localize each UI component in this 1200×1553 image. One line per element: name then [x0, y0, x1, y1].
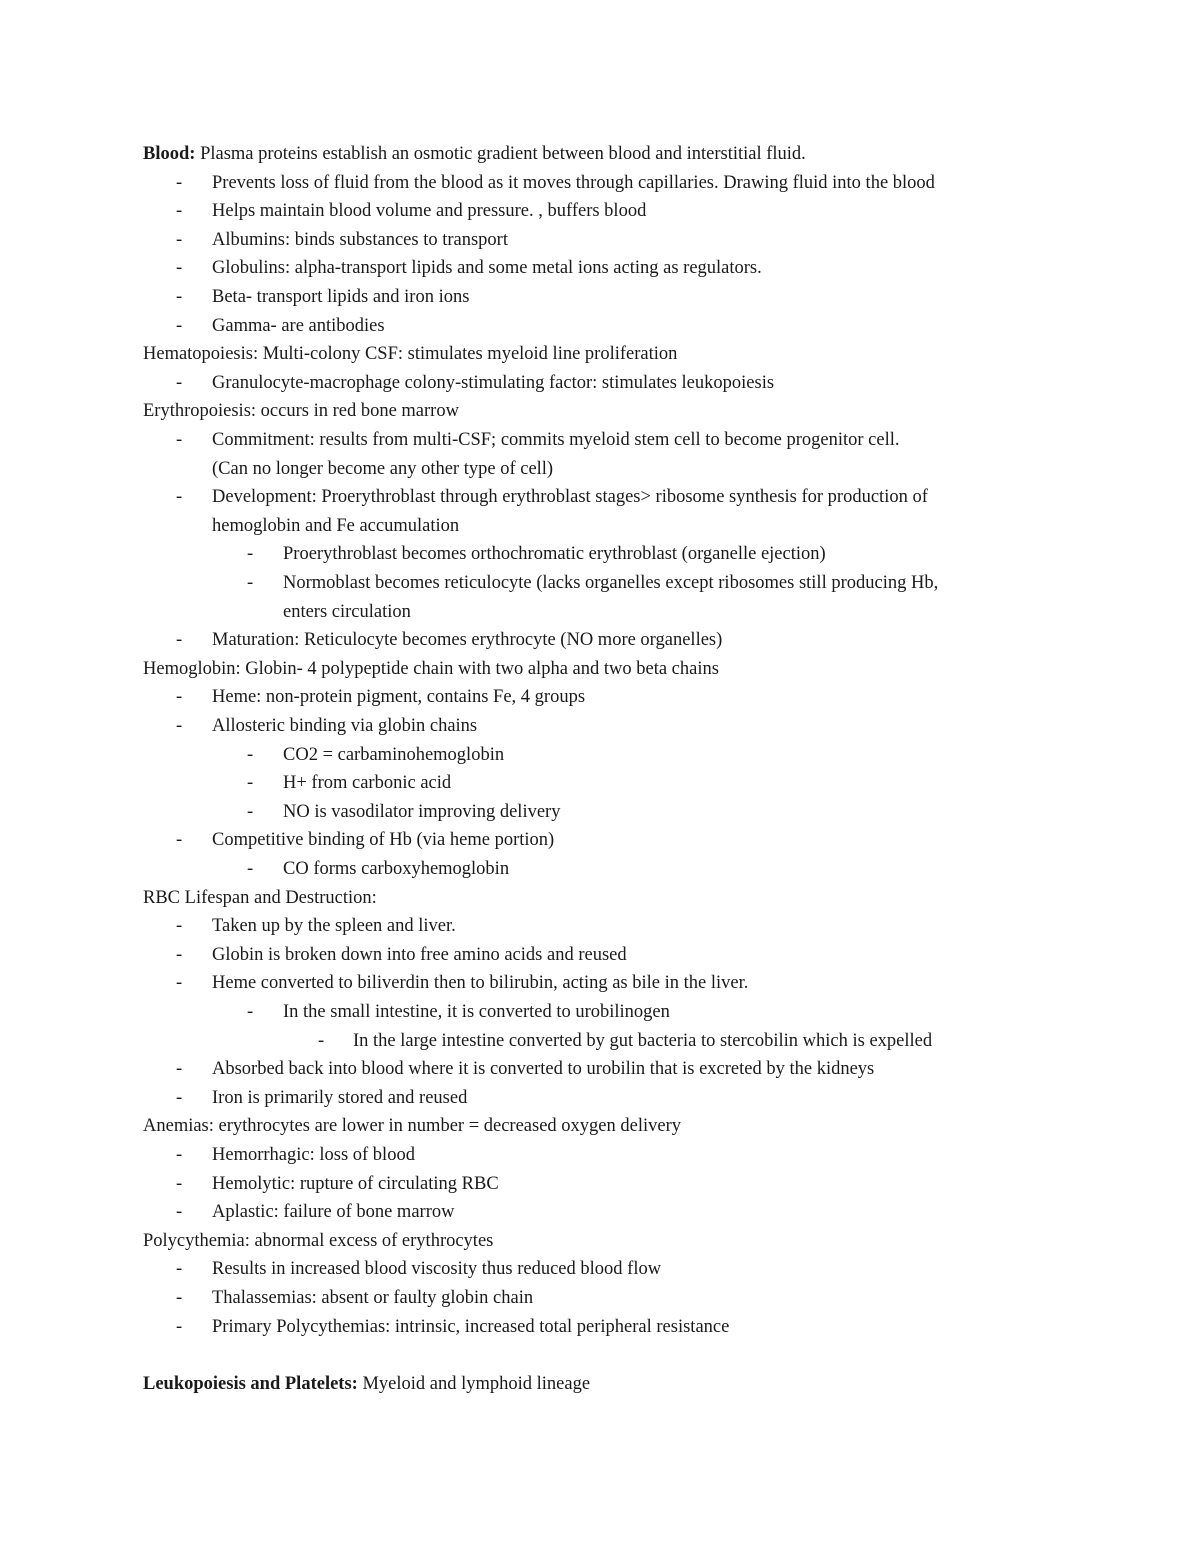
line-body: hemoglobin and Fe accumulation — [212, 515, 460, 536]
line-text — [283, 540, 826, 568]
line-body: NO is vasodilator improving delivery — [283, 801, 561, 822]
line-text — [212, 912, 456, 940]
bullet-dash: - — [176, 973, 183, 994]
line-text — [283, 998, 670, 1026]
line-body: Competitive binding of Hb (via heme portion) — [212, 830, 555, 851]
bullet-dash: - — [247, 773, 254, 794]
line-text — [212, 826, 554, 854]
line-text — [212, 254, 762, 282]
line-body: CO forms carboxyhemoglobin — [283, 859, 510, 879]
bullet-dash: - — [247, 544, 254, 565]
bullet-dash: - — [176, 916, 183, 937]
line-text — [212, 941, 627, 969]
line-text — [353, 1027, 932, 1055]
line-text — [212, 197, 646, 225]
bullet-dash: - — [176, 630, 183, 651]
line-text — [283, 855, 509, 883]
bullet-dash: - — [247, 744, 254, 765]
line-body: Heme: non-protein pigment, contains Fe, 4 groups — [212, 687, 586, 708]
line-body: Globin is broken down into free amino acids and reused — [212, 944, 627, 965]
line-text — [283, 569, 938, 597]
bullet-dash: - — [176, 687, 183, 708]
line-text — [212, 1198, 454, 1226]
line-text — [143, 655, 719, 683]
line-text — [212, 1055, 874, 1083]
bullet-dash: - — [176, 229, 183, 250]
line-body: H+ from carbonic acid — [283, 773, 452, 794]
line-body: Hemoglobin: Globin- 4 polypeptide chain with two alpha and two beta chains — [143, 658, 719, 679]
line-body: Taken up by the spleen and liver. — [212, 916, 456, 937]
line-text — [143, 397, 459, 425]
bullet-dash: - — [176, 1087, 183, 1108]
line-body: Development: Proerythroblast through erythroblast stages> ribosome synthesis for production of — [212, 487, 928, 508]
bullet-dash: - — [176, 1288, 183, 1308]
bullet-dash: - — [247, 859, 254, 879]
line-text — [143, 1370, 590, 1398]
line-body: Absorbed back into blood where it is converted to urobilin that is excreted by the kidneys — [212, 1059, 875, 1080]
line-text — [212, 426, 900, 454]
line-text — [143, 140, 806, 168]
line-body: CO2 = carbaminohemoglobin — [283, 744, 505, 765]
bullet-dash: - — [176, 1145, 183, 1165]
line-body: Hematopoiesis: Multi-colony CSF: stimulates myeloid line proliferation — [143, 344, 678, 365]
line-text — [212, 1084, 467, 1112]
line-body: Maturation: Reticulocyte becomes erythrocyte (NO more organelles) — [212, 630, 723, 651]
bullet-dash: - — [176, 287, 183, 307]
line-body: Plasma proteins establish an osmotic gradient between blood and interstitial fluid. — [195, 144, 806, 164]
line-body: Allosteric binding via globin chains — [212, 716, 478, 736]
line-body: Anemias: erythrocytes are lower in number = decreased oxygen delivery — [143, 1116, 681, 1137]
line-body: Granulocyte-macrophage colony-stimulating factor: stimulates leukopoiesis — [212, 372, 775, 393]
line-body: Prevents loss of fluid from the blood as it moves through capillaries. Drawing fluid into the blood — [212, 172, 935, 193]
line-text — [143, 884, 377, 912]
line-body: Iron is primarily stored and reused — [212, 1087, 468, 1108]
bullet-dash: - — [176, 1173, 183, 1194]
line-body: Albumins: binds substances to transport — [212, 229, 508, 250]
bullet-dash: - — [176, 1259, 183, 1280]
line-body: Normoblast becomes reticulocyte (lacks organelles except ribosomes still producing Hb, — [283, 573, 939, 593]
line-text — [212, 1284, 533, 1312]
bullet-dash: - — [176, 315, 183, 336]
bullet-dash: - — [176, 258, 183, 279]
line-body: Primary Polycythemias: intrinsic, increased total peripheral resistance — [212, 1316, 730, 1337]
line-body: RBC Lifespan and Destruction: — [143, 887, 377, 908]
line-body: Globulins: alpha-transport lipids and some metal ions acting as regulators. — [212, 258, 762, 279]
line-text — [212, 455, 553, 483]
line-text — [212, 1313, 729, 1341]
line-text — [212, 683, 585, 711]
line-text — [283, 598, 411, 626]
bullet-dash: - — [176, 1316, 183, 1337]
heading-label: Blood: — [143, 144, 196, 164]
line-text — [212, 712, 477, 740]
line-body: Polycythemia: abnormal excess of erythrocytes — [143, 1230, 494, 1251]
line-body: Hemorrhagic: loss of blood — [212, 1145, 415, 1165]
line-body: Gamma- are antibodies — [212, 315, 385, 336]
line-body: In the large intestine converted by gut bacteria to stercobilin which is expelled — [353, 1030, 933, 1051]
bullet-dash: - — [176, 944, 183, 965]
line-text — [212, 1141, 415, 1169]
bullet-dash: - — [247, 801, 254, 822]
line-body: enters circulation — [283, 601, 411, 622]
bullet-dash: - — [247, 1002, 254, 1022]
bullet-dash: - — [176, 1202, 183, 1223]
line-text — [212, 312, 385, 340]
bullet-dash: - — [176, 201, 183, 222]
line-body: In the small intestine, it is converted to urobilinogen — [283, 1002, 670, 1022]
line-body: Thalassemias: absent or faulty globin chain — [212, 1288, 534, 1308]
line-text — [143, 340, 677, 368]
line-text — [212, 969, 748, 997]
line-text — [212, 169, 935, 197]
bullet-dash: - — [176, 487, 183, 508]
line-body: (Can no longer become any other type of cell) — [212, 458, 554, 479]
bullet-dash: - — [176, 430, 183, 450]
line-body: Commitment: results from multi-CSF; commits myeloid stem cell to become progenitor cell. — [212, 430, 900, 450]
bullet-dash: - — [176, 830, 183, 851]
line-body: Helps maintain blood volume and pressure. , buffers blood — [212, 201, 647, 222]
heading-label: Leukopoiesis and Platelets: — [143, 1373, 358, 1394]
bullet-dash: - — [176, 716, 183, 736]
line-body: Results in increased blood viscosity thus reduced blood flow — [212, 1259, 662, 1280]
line-text — [212, 626, 722, 654]
line-body: Erythropoiesis: occurs in red bone marrow — [143, 401, 459, 422]
line-text — [143, 1227, 493, 1255]
line-text — [212, 369, 774, 397]
bullet-dash: - — [176, 1059, 183, 1080]
line-body: Heme converted to biliverdin then to bilirubin, acting as bile in the liver. — [212, 973, 749, 994]
line-body: Aplastic: failure of bone marrow — [212, 1202, 455, 1223]
line-text — [212, 483, 928, 511]
line-text — [212, 512, 459, 540]
line-body: Myeloid and lymphoid lineage — [357, 1373, 591, 1394]
line-text — [212, 283, 469, 311]
line-text — [283, 798, 560, 826]
bullet-dash: - — [247, 573, 254, 593]
line-text — [283, 741, 504, 769]
line-text — [212, 1255, 661, 1283]
bullet-dash: - — [176, 372, 183, 393]
line-text — [143, 1112, 681, 1140]
line-text — [212, 226, 508, 254]
line-text — [283, 769, 451, 797]
line-text — [212, 1170, 499, 1198]
bullet-dash: - — [176, 172, 183, 193]
bullet-dash: - — [318, 1030, 325, 1051]
line-body: Beta- transport lipids and iron ions — [212, 287, 470, 307]
line-body: Hemolytic: rupture of circulating RBC — [212, 1173, 499, 1194]
line-body: Proerythroblast becomes orthochromatic erythroblast (organelle ejection) — [283, 544, 826, 565]
